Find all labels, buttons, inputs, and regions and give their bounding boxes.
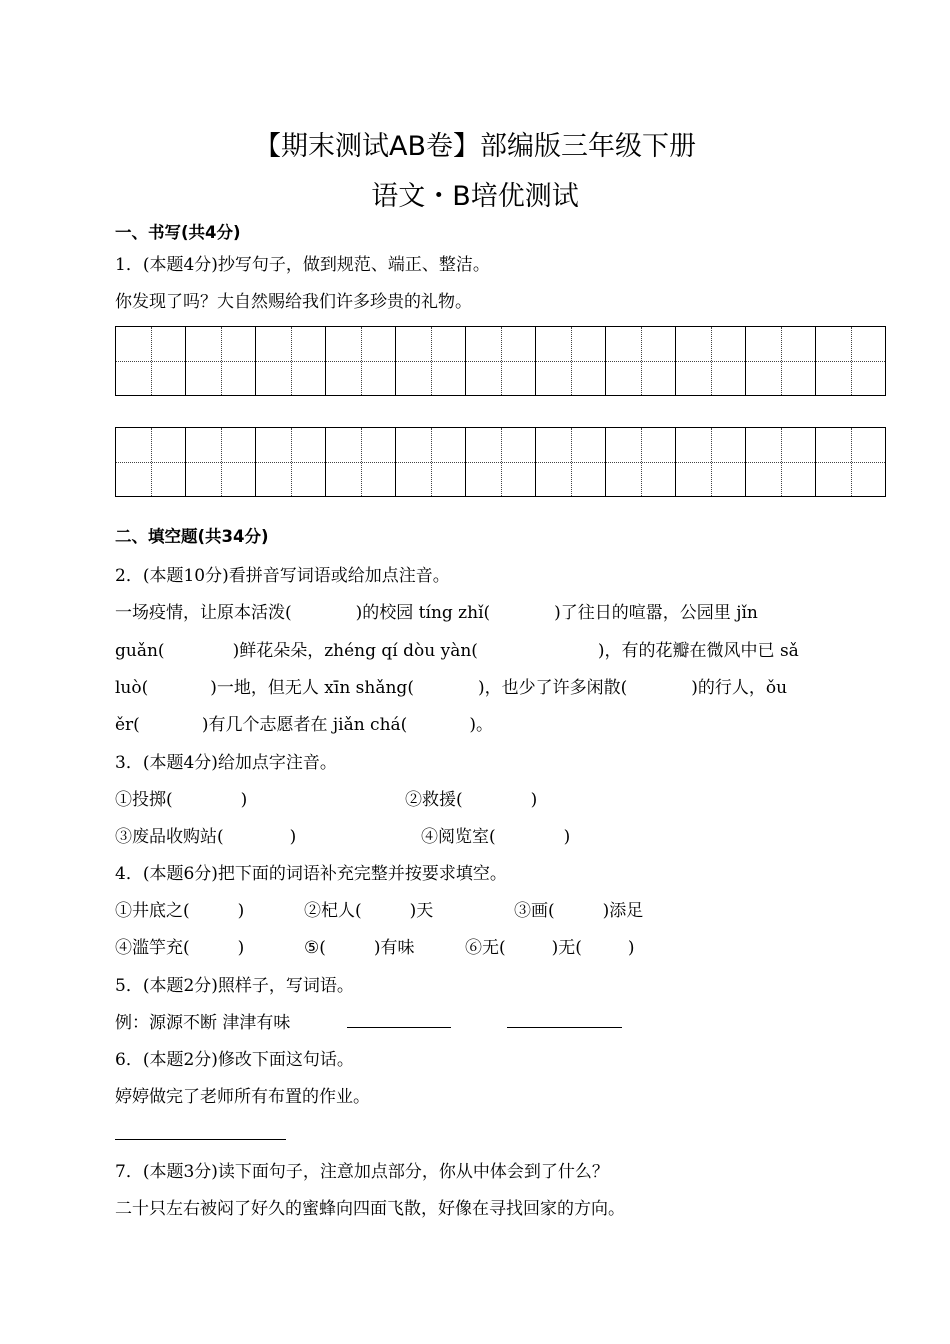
item-label: ) [289,827,297,847]
writing-grid-row-2[interactable] [115,427,886,497]
writing-grid-cell[interactable] [746,427,816,497]
question-3-row-2b [421,822,570,847]
question-4-row-1a [115,896,244,921]
item-label: )添足 [602,901,644,921]
writing-grid-cell[interactable] [746,326,816,396]
item-label: ②救援( [405,790,463,810]
writing-grid-cell[interactable] [536,326,606,396]
copy-sentence: 你发现了吗？大自然赐给我们许多珍贵的礼物。 [115,292,472,312]
writing-grid-cell[interactable] [676,326,746,396]
writing-grid-cell[interactable] [466,326,536,396]
item-label: ③画( [514,901,555,921]
question-7-stem: 7．(本题3分)读下面句子，注意加点部分，你从中体会到了什么？ [115,1162,609,1182]
text-segment: guǎn( [115,641,165,661]
question-2-line-2 [115,636,799,661]
writing-grid-cell[interactable] [606,326,676,396]
writing-grid-cell[interactable] [396,326,466,396]
question-5-example: 例：源源不断 津津有味 [115,1013,291,1033]
item-label: )无( [551,938,582,958]
section-heading-writing: 一、书写(共4分) [115,223,241,242]
item-label: ⑤( [304,938,326,958]
text-segment: )了往日的喧嚣，公园里 jǐn [554,603,758,623]
writing-grid-cell[interactable] [186,427,256,497]
writing-grid-cell[interactable] [326,427,396,497]
writing-grid-row-1[interactable] [115,326,886,396]
text-segment: 一场疫情，让原本活泼( [115,603,292,623]
item-label: ) [563,827,571,847]
question-4-row-2a [115,933,244,958]
item-label: ) [627,938,635,958]
writing-grid-cell[interactable] [816,326,886,396]
answer-underline-1[interactable] [347,1027,451,1028]
writing-grid-cell[interactable] [676,427,746,497]
question-4-stem: 4．(本题6分)把下面的词语补充完整并按要求填空。 [115,864,507,884]
writing-grid-cell[interactable] [536,427,606,497]
writing-grid-cell[interactable] [186,326,256,396]
item-label: ⑥无( [465,938,506,958]
question-3-row-1 [115,785,247,810]
question-2-line-3 [115,673,787,698]
question-7-sentence: 二十只左右被闷了好久的蜜蜂向四面飞散，好像在寻找回家的方向。 [115,1199,625,1219]
writing-grid-cell[interactable] [396,427,466,497]
text-segment: ěr( [115,715,140,735]
section-heading-fill-blank: 二、填空题(共34分) [115,527,269,546]
question-4-row-1b [304,896,433,921]
question-3-row-1b [405,785,537,810]
document-title: 【期末测试AB卷】部编版三年级下册 [254,131,696,162]
question-2-line-4 [115,710,493,735]
text-segment: )一地，但无人 xīn shǎng( [210,678,414,698]
text-segment: )，也少了许多闲散( [477,678,628,698]
question-3-stem: 3．(本题4分)给加点字注音。 [115,753,337,773]
item-label: ①投掷( [115,790,173,810]
item-label: ) [240,790,248,810]
writing-grid-cell[interactable] [256,326,326,396]
text-segment: )，有的花瓣在微风中已 sǎ [597,641,799,661]
item-label: ①井底之( [115,901,190,921]
question-6-sentence: 婷婷做完了老师所有布置的作业。 [115,1087,370,1107]
writing-grid-cell[interactable] [256,427,326,497]
item-label: )天 [409,901,434,921]
question-6-stem: 6．(本题2分)修改下面这句话。 [115,1050,354,1070]
writing-grid-cell[interactable] [116,326,186,396]
writing-grid-cell[interactable] [816,427,886,497]
text-segment: )的校园 tíng zhǐ( [355,603,491,623]
question-4-row-1c [514,896,643,921]
answer-underline-2[interactable] [507,1027,622,1028]
text-segment: )有几个志愿者在 jiǎn chá( [201,715,408,735]
answer-underline-3[interactable] [115,1139,286,1140]
item-label: ) [237,938,245,958]
item-label: ④阅览室( [421,827,496,847]
item-label: )有味 [373,938,415,958]
item-label: ③废品收购站( [115,827,224,847]
document-subtitle: 语文・B培优测试 [371,181,579,212]
item-label: ) [530,790,538,810]
item-label: ②杞人( [304,901,362,921]
text-segment: )鲜花朵朵，zhéng qí dòu yàn( [232,641,478,661]
writing-grid-cell[interactable] [466,427,536,497]
question-4-row-2c [465,933,635,958]
question-2-stem: 2．(本题10分)看拼音写词语或给加点注音。 [115,566,450,586]
question-4-row-2b [304,933,415,958]
question-2-line-1 [115,598,758,623]
text-segment: luò( [115,678,149,698]
question-1-stem: 1．(本题4分)抄写句子，做到规范、端正、整洁。 [115,255,490,275]
writing-grid-cell[interactable] [326,326,396,396]
item-label: ) [237,901,245,921]
text-segment: )。 [469,715,493,735]
question-3-row-2 [115,822,296,847]
writing-grid-cell[interactable] [116,427,186,497]
writing-grid-cell[interactable] [606,427,676,497]
question-5-stem: 5．(本题2分)照样子，写词语。 [115,976,354,996]
text-segment: )的行人，ǒu [691,678,788,698]
item-label: ④滥竽充( [115,938,190,958]
